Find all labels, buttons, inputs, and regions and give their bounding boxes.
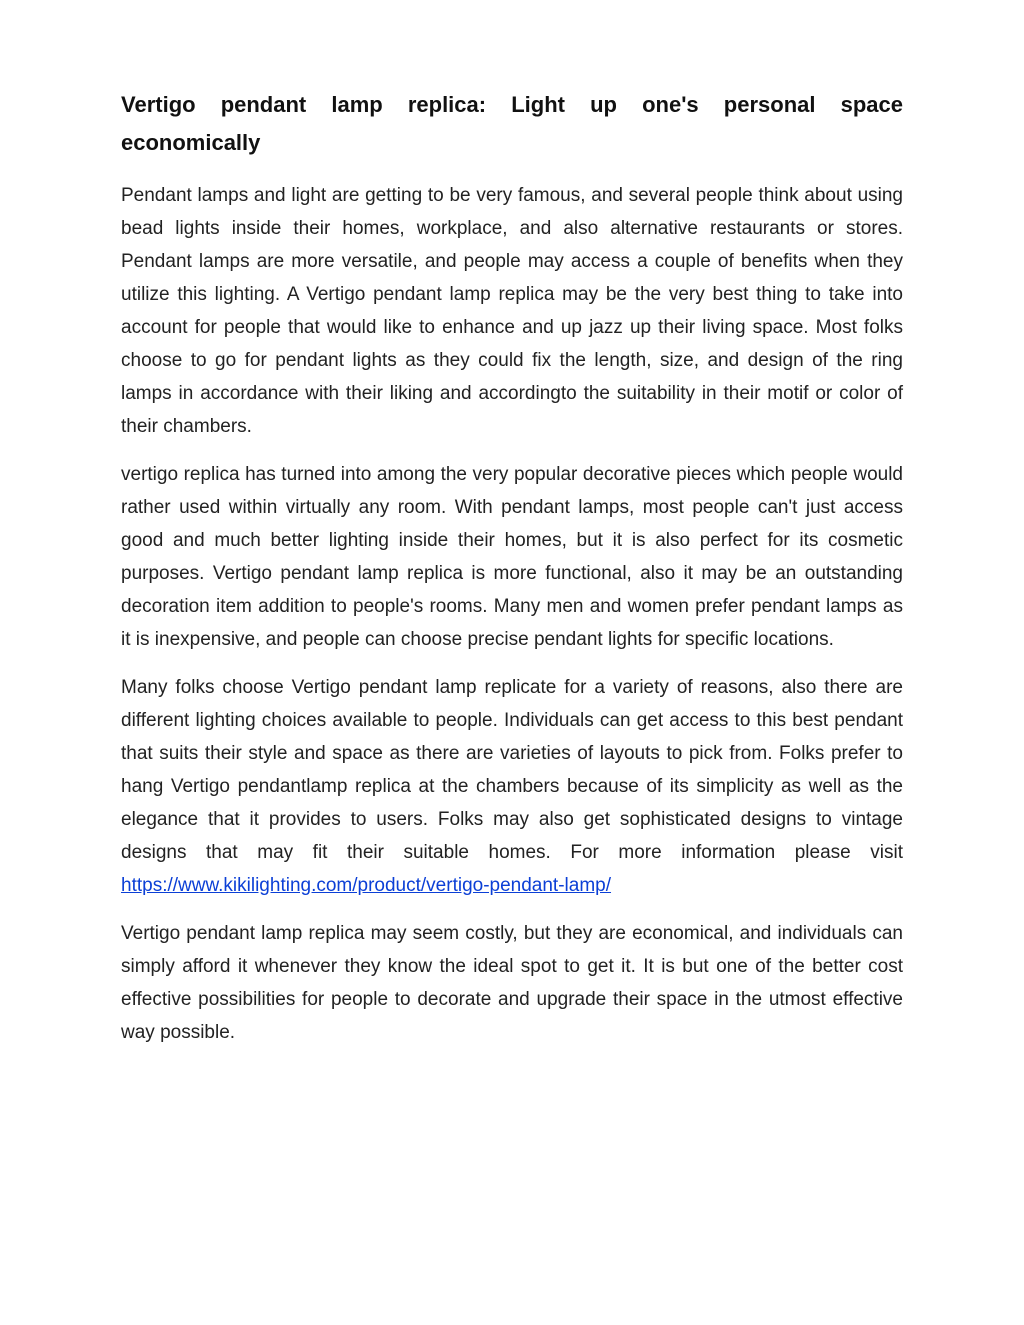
document-page: [121, 86, 903, 1064]
product-link[interactable]: https://www.kikilighting.com/product/vertigo-pendant-lamp/: [121, 875, 612, 896]
paragraph-4: Vertigo pendant lamp replica may seem costly, but they are economical, and individuals can simply afford it whenever they know the ideal spot to get it. It is but one of the better cost effective possibilities for people to decorate and upgrade their space in the utmost effective way possible.: [121, 923, 903, 1043]
paragraph-3-text: Many folks choose Vertigo pendant lamp replicate for a variety of reasons, also there are different lighting choices available to people. Individuals can get access to this best pendant that suits their style and space as there are varieties of layouts to pick from. Folks prefer to hang Vertigo pendantlamp replica at the chambers because of its simplicity as well as the elegance that it provides to users. Folks may also get sophisticated designs to vintage designs that may fit their suitable homes. For more information please visit: [121, 677, 903, 863]
paragraph-3: [121, 671, 903, 902]
document-title: Vertigo pendant lamp replica: Light up one's personal space economically: [121, 92, 903, 155]
paragraph-1: Pendant lamps and light are getting to be very famous, and several people think about using bead lights inside their homes, workplace, and also alternative restaurants or stores. Pendant lamps are more versatile, and people may access a couple of benefits when they utilize this lighting. A Vertigo pendant lamp replica may be the very best thing to take into account for people that would like to enhance and up jazz up their living space. Most folks choose to go for pendant lights as they could fix the length, size, and design of the ring lamps in accordance with their liking and accordingto the suitability in their motif or color of their chambers.: [121, 185, 903, 437]
paragraph-2: vertigo replica has turned into among the very popular decorative pieces which people would rather used within virtually any room. With pendant lamps, most people can't just access good and much better lighting inside their homes, but it is also perfect for its cosmetic purposes. Vertigo pendant lamp replica is more functional, also it may be an outstanding decoration item addition to people's rooms. Many men and women prefer pendant lamps as it is inexpensive, and people can choose precise pendant lights for specific locations.: [121, 464, 903, 650]
